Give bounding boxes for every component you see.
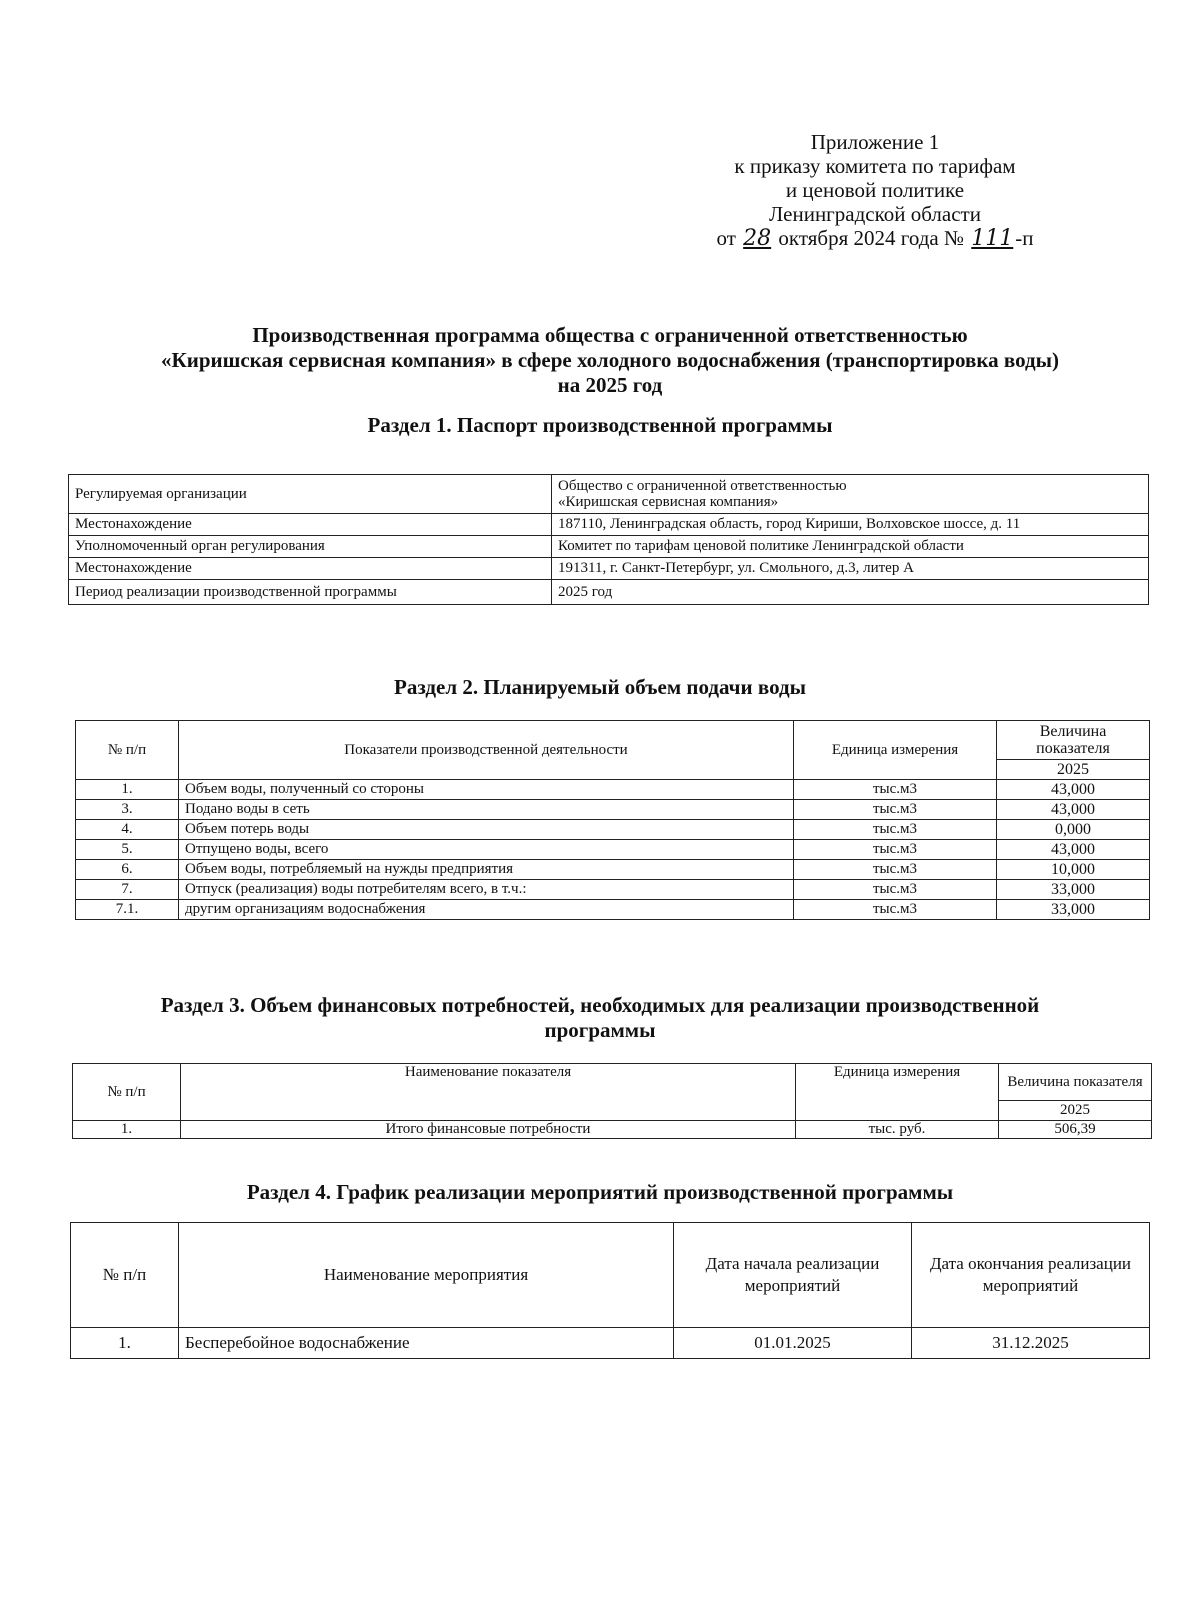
passport-table bbox=[68, 474, 1149, 605]
row-num: 3. bbox=[76, 800, 179, 820]
row-start-date: 01.01.2025 bbox=[674, 1328, 912, 1359]
title-line-1: Производственная программа общества с ограниченной ответственностью bbox=[252, 323, 968, 347]
table-row bbox=[76, 840, 1150, 860]
row-value: 10,000 bbox=[997, 860, 1150, 880]
table-row bbox=[76, 900, 1150, 920]
appendix-line-4: Ленинградской области bbox=[769, 202, 981, 226]
appendix-line-3: и ценовой политике bbox=[785, 178, 965, 202]
row-name: Объем воды, полученный со стороны bbox=[179, 780, 794, 800]
table-row bbox=[69, 514, 1149, 536]
passport-value: 191311, г. Санкт-Петербург, ул. Смольного, д.3, литер А bbox=[552, 558, 1149, 580]
section4-heading: Раздел 4. График реализации мероприятий производственной программы bbox=[246, 1180, 954, 1204]
row-num: 6. bbox=[76, 860, 179, 880]
row-value: 33,000 bbox=[997, 880, 1150, 900]
table-row bbox=[71, 1328, 1150, 1359]
table-header-row bbox=[76, 721, 1150, 760]
row-name: Объем потерь воды bbox=[179, 820, 794, 840]
section3-heading-line-2: программы bbox=[544, 1018, 656, 1042]
section3-heading bbox=[60, 993, 1140, 1043]
row-unit: тыс.м3 bbox=[794, 820, 997, 840]
date-prefix: от bbox=[716, 226, 736, 250]
table-row bbox=[76, 780, 1150, 800]
row-num: 1. bbox=[71, 1328, 179, 1359]
col-header-num: № п/п bbox=[76, 721, 179, 780]
row-num: 7. bbox=[76, 880, 179, 900]
document-title bbox=[80, 323, 1140, 398]
col-header-end: Дата окончания реализации мероприятий bbox=[912, 1223, 1150, 1328]
passport-label: Период реализации производственной программы bbox=[69, 580, 552, 605]
row-value: 506,39 bbox=[999, 1121, 1152, 1139]
row-unit: тыс.м3 bbox=[794, 880, 997, 900]
col-header-year: 2025 bbox=[997, 760, 1150, 780]
row-num: 1. bbox=[76, 780, 179, 800]
handwritten-day: 28 bbox=[743, 226, 772, 251]
table-row bbox=[76, 860, 1150, 880]
passport-value-line: «Киришская сервисная компания» bbox=[558, 494, 779, 510]
row-value: 0,000 bbox=[997, 820, 1150, 840]
order-date-line bbox=[700, 226, 1050, 251]
title-line-3: на 2025 год bbox=[557, 373, 663, 397]
row-num: 1. bbox=[73, 1121, 181, 1139]
row-num: 7.1. bbox=[76, 900, 179, 920]
date-middle: октября 2024 года № bbox=[778, 226, 965, 250]
col-header-name: Наименование показателя bbox=[181, 1064, 796, 1121]
appendix-line-1: Приложение 1 bbox=[810, 130, 940, 154]
title-line-2: «Киришская сервисная компания» в сфере холодного водоснабжения (транспортировка воды) bbox=[161, 348, 1059, 372]
col-header-value: Величина показателя bbox=[999, 1064, 1152, 1101]
table-row bbox=[73, 1121, 1152, 1139]
table-row bbox=[69, 558, 1149, 580]
table-row bbox=[69, 580, 1149, 605]
table-row bbox=[69, 475, 1149, 514]
passport-label: Регулируемая организации bbox=[69, 475, 552, 514]
appendix-line-2: к приказу комитета по тарифам bbox=[734, 154, 1016, 178]
passport-value-line: Общество с ограниченной ответственностью bbox=[558, 478, 847, 494]
row-unit: тыс.м3 bbox=[794, 900, 997, 920]
passport-value bbox=[552, 475, 1149, 514]
row-end-date: 31.12.2025 bbox=[912, 1328, 1150, 1359]
table-row bbox=[69, 536, 1149, 558]
row-name: Отпуск (реализация) воды потребителям всего, в т.ч.: bbox=[179, 880, 794, 900]
table-header-row bbox=[71, 1223, 1150, 1328]
row-unit: тыс.м3 bbox=[794, 780, 997, 800]
passport-value: 2025 год bbox=[552, 580, 1149, 605]
row-unit: тыс.м3 bbox=[794, 800, 997, 820]
row-name: Бесперебойное водоснабжение bbox=[179, 1328, 674, 1359]
col-header-year: 2025 bbox=[999, 1101, 1152, 1121]
appendix-header bbox=[700, 130, 1050, 251]
row-value: 43,000 bbox=[997, 800, 1150, 820]
table-row bbox=[76, 820, 1150, 840]
col-header-name: Наименование мероприятия bbox=[179, 1223, 674, 1328]
water-volume-table bbox=[75, 720, 1150, 920]
row-unit: тыс. руб. bbox=[796, 1121, 999, 1139]
row-value: 43,000 bbox=[997, 780, 1150, 800]
row-value: 33,000 bbox=[997, 900, 1150, 920]
passport-value: Комитет по тарифам ценовой политике Ленинградской области bbox=[552, 536, 1149, 558]
col-header-start: Дата начала реализации мероприятий bbox=[674, 1223, 912, 1328]
row-value: 43,000 bbox=[997, 840, 1150, 860]
row-name: Объем воды, потребляемый на нужды предприятия bbox=[179, 860, 794, 880]
passport-label: Уполномоченный орган регулирования bbox=[69, 536, 552, 558]
passport-label: Местонахождение bbox=[69, 514, 552, 536]
row-unit: тыс.м3 bbox=[794, 840, 997, 860]
col-header-num: № п/п bbox=[73, 1064, 181, 1121]
row-name: Итого финансовые потребности bbox=[181, 1121, 796, 1139]
col-header-unit: Единица измерения bbox=[796, 1064, 999, 1121]
row-name: Отпущено воды, всего bbox=[179, 840, 794, 860]
row-name: Подано воды в сеть bbox=[179, 800, 794, 820]
row-num: 5. bbox=[76, 840, 179, 860]
row-unit: тыс.м3 bbox=[794, 860, 997, 880]
section3-heading-line-1: Раздел 3. Объем финансовых потребностей, необходимых для реализации производственной bbox=[160, 993, 1040, 1017]
section2-heading: Раздел 2. Планируемый объем подачи воды bbox=[394, 675, 806, 699]
table-row bbox=[76, 800, 1150, 820]
handwritten-order-number: 111 bbox=[971, 226, 1014, 251]
row-name: другим организациям водоснабжения bbox=[179, 900, 794, 920]
financial-needs-table bbox=[72, 1063, 1152, 1139]
col-header-num: № п/п bbox=[71, 1223, 179, 1328]
row-num: 4. bbox=[76, 820, 179, 840]
passport-value: 187110, Ленинградская область, город Кириши, Волховское шоссе, д. 11 bbox=[552, 514, 1149, 536]
passport-label: Местонахождение bbox=[69, 558, 552, 580]
col-header-unit: Единица измерения bbox=[794, 721, 997, 780]
col-header-name: Показатели производственной деятельности bbox=[179, 721, 794, 780]
table-header-row bbox=[73, 1064, 1152, 1101]
order-suffix: -п bbox=[1015, 226, 1034, 250]
section1-heading: Раздел 1. Паспорт производственной программы bbox=[367, 413, 833, 437]
schedule-table bbox=[70, 1222, 1150, 1359]
col-header-value: Величина показателя bbox=[997, 721, 1150, 760]
table-row bbox=[76, 880, 1150, 900]
